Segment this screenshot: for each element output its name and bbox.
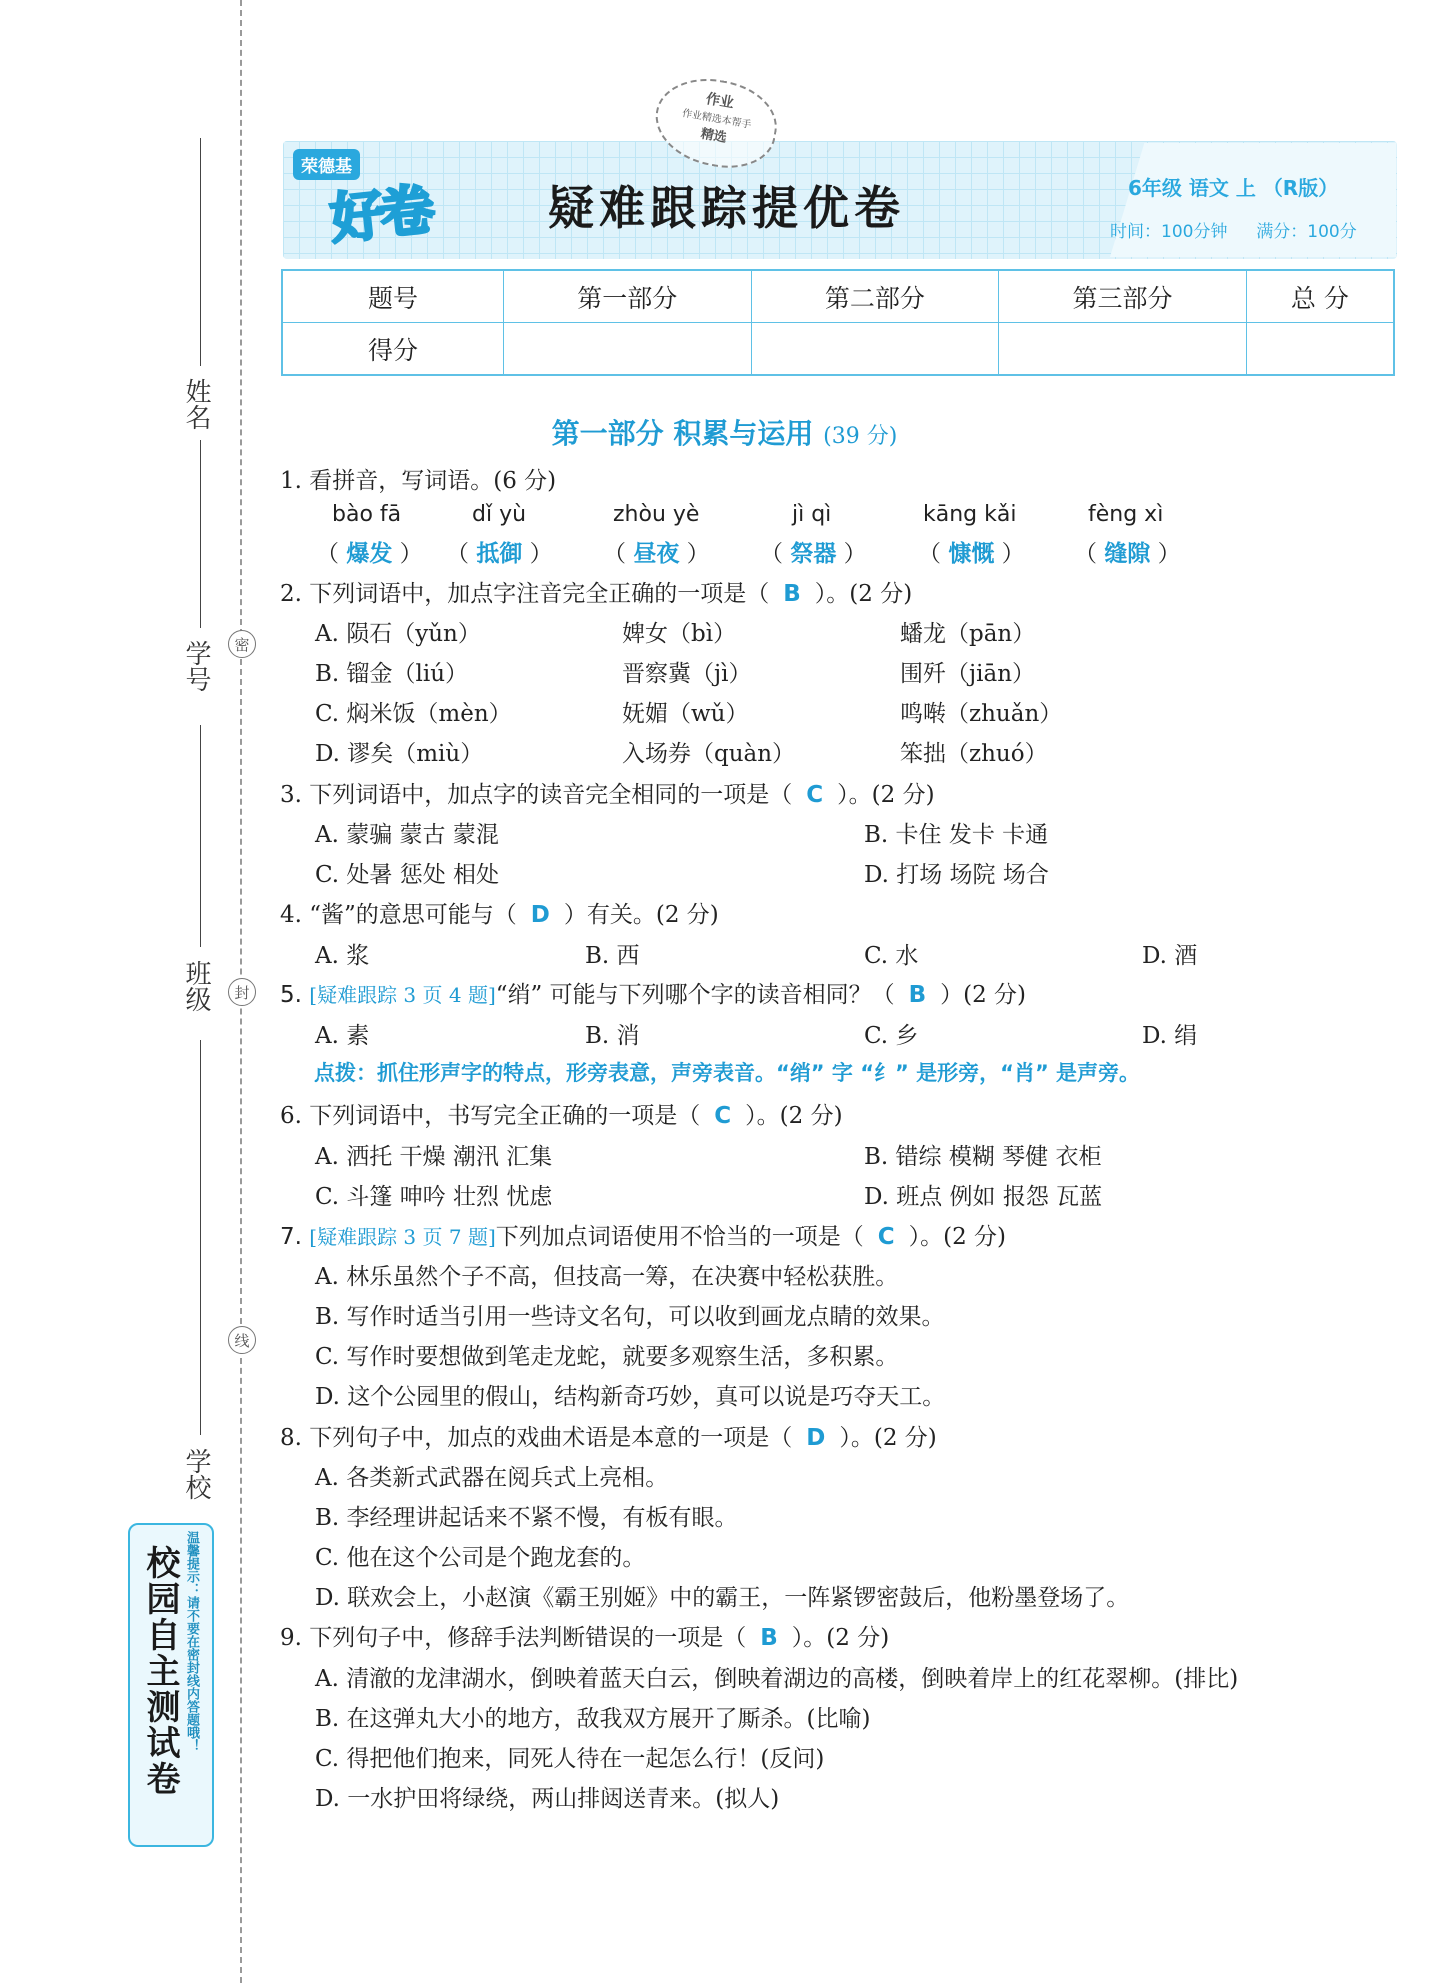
side-banner-tip: 温馨提示：请不要在密封线内答题哦！	[184, 1531, 199, 1752]
score-table	[281, 269, 1395, 376]
q2-option-d-3: 笨拙（zhuó）	[900, 741, 1048, 767]
score-col-total: 总 分	[1246, 270, 1394, 323]
q6-option-d: D. 班点 例如 报怨 瓦蓝	[864, 1184, 1103, 1210]
q6-answer: C	[714, 1103, 732, 1129]
q2-option-a-3: 蟠龙（pān）	[900, 621, 1036, 647]
stamp-mid: 作业精选本帮手	[681, 108, 753, 132]
q4-option-a: A. 浆	[315, 943, 370, 969]
name-fill-line[interactable]	[200, 138, 201, 366]
score-cell-part3[interactable]	[999, 323, 1247, 376]
brand-logo: 好卷	[327, 177, 434, 252]
score-col-part3: 第三部分	[999, 270, 1247, 323]
q5-track-tag: [疑难跟踪 3 页 4 题]	[309, 983, 496, 1007]
q6-option-a: A. 洒托 干燥 潮汛 汇集	[315, 1144, 553, 1170]
q1-answer-2: 抵御	[476, 541, 523, 567]
q4-stem: 4. “酱”的意思可能与（ D ）有关。(2 分)	[280, 902, 719, 928]
q4-option-d: D. 酒	[1142, 943, 1198, 969]
q1-answer-3: 昼夜	[633, 541, 680, 567]
q1-pinyin-1: bào fā	[332, 502, 402, 527]
q9-answer: B	[760, 1625, 778, 1651]
q1-pinyin-3: zhòu yè	[613, 502, 700, 527]
q1-pinyin-4: jì qì	[792, 502, 832, 527]
seal-xian: 线	[228, 1326, 256, 1354]
full-score: 满分：100分	[1256, 222, 1357, 242]
q5-option-c: C. 乡	[864, 1023, 919, 1049]
q9-option-d: D. 一水护田将绿绕，两山排闼送青来。(拟人)	[315, 1786, 780, 1812]
q9-option-c: C. 得把他们抱来，同死人待在一起怎么行！(反问)	[315, 1746, 825, 1772]
score-table-header-row	[282, 270, 1394, 323]
q4-option-c: C. 水	[864, 943, 919, 969]
q6-option-c: C. 斗篷 呻吟 壮烈 忧虑	[315, 1184, 553, 1210]
grade-info: 6年级 语文 上 （R版）	[1128, 176, 1339, 200]
q7-stem: 7. [疑难跟踪 3 页 7 题]下列加点词语使用不恰当的一项是（ C ）。(2 分)	[280, 1224, 1007, 1250]
q4-answer: D	[530, 902, 550, 928]
section-points: (39 分)	[823, 424, 898, 449]
q9-option-b: B. 在这弹丸大小的地方，敌我双方展开了厮杀。(比喻)	[315, 1706, 871, 1732]
q1-pinyin-2: dǐ yù	[472, 502, 527, 527]
q2-option-a-1: A. 陨石（yǔn）	[315, 621, 481, 647]
student-id-fill-line[interactable]	[200, 440, 201, 628]
q6-option-b: B. 错综 模糊 琴健 衣柜	[864, 1144, 1102, 1170]
name-label: 姓名	[181, 378, 211, 430]
q8-option-c: C. 他在这个公司是个跑龙套的。	[315, 1545, 646, 1571]
q2-option-b-2: 晋察冀（jì）	[622, 661, 752, 687]
q1-answer-5: 慷慨	[948, 541, 995, 567]
q2-option-a-2: 婢女（bì）	[622, 621, 737, 647]
q3-stem: 3. 下列词语中，加点字的读音完全相同的一项是（ C ）。(2 分)	[280, 782, 935, 808]
score-cell-part2[interactable]	[751, 323, 999, 376]
q8-answer: D	[806, 1425, 826, 1451]
time-limit: 时间：100分钟	[1110, 222, 1228, 242]
q2-answer: B	[783, 581, 801, 607]
q1-answer-1: 爆发	[346, 541, 393, 567]
school-fill-line[interactable]	[200, 1040, 201, 1435]
q3-answer: C	[806, 782, 824, 808]
q2-option-c-1: C. 焖米饭（mèn）	[315, 701, 512, 727]
q7-option-a: A. 林乐虽然个子不高，但技高一筹，在决赛中轻松获胜。	[315, 1264, 899, 1290]
q5-option-d: D. 绢	[1142, 1023, 1198, 1049]
score-col-label: 题号	[282, 270, 504, 323]
q1-pinyin-6: fèng xì	[1088, 502, 1164, 527]
score-cell-total[interactable]	[1246, 323, 1394, 376]
q5-option-a: A. 素	[315, 1023, 370, 1049]
q7-answer: C	[877, 1224, 895, 1250]
score-cell-part1[interactable]	[504, 323, 752, 376]
side-banner	[128, 1523, 214, 1847]
q7-option-d: D. 这个公园里的假山，结构新奇巧妙，真可以说是巧夺天工。	[315, 1384, 946, 1410]
q2-option-d-1: D. 谬矣（miù）	[315, 741, 484, 767]
page-title: 疑难跟踪提优卷	[548, 181, 905, 235]
seal-mi: 密	[228, 630, 256, 658]
q3-option-c: C. 处暑 惩处 相处	[315, 862, 500, 888]
q2-option-c-2: 妩媚（wǔ）	[622, 701, 749, 727]
q5-stem: 5. [疑难跟踪 3 页 4 题]“绡” 可能与下列哪个字的读音相同？（ B ）(2 分)	[280, 982, 1026, 1008]
q7-option-c: C. 写作时要想做到笔走龙蛇，就要多观察生活，多积累。	[315, 1344, 899, 1370]
section-title-text: 第一部分 积累与运用	[551, 417, 814, 450]
q1-answer-6: 缝隙	[1104, 541, 1151, 567]
q2-stem: 2. 下列词语中，加点字注音完全正确的一项是（ B ）。(2 分)	[280, 581, 913, 607]
class-label: 班级	[181, 960, 211, 1012]
score-row-label: 得分	[282, 323, 504, 376]
brand-badge: 荣德基	[293, 149, 360, 180]
q1-pinyin-5: kāng kǎi	[923, 502, 1017, 527]
q3-option-a: A. 蒙骗 蒙古 蒙混	[315, 822, 499, 848]
school-label: 学校	[181, 1448, 211, 1500]
q9-option-a: A. 清澈的龙津湖水，倒映着蓝天白云，倒映着湖边的高楼，倒映着岸上的红花翠柳。(排比)	[315, 1666, 1239, 1692]
q1-stem: 1. 看拼音，写词语。(6 分)	[280, 468, 557, 494]
seal-feng: 封	[228, 978, 256, 1006]
q3-option-d: D. 打场 场院 场合	[864, 862, 1049, 888]
q8-stem: 8. 下列句子中，加点的戏曲术语是本意的一项是（ D ）。(2 分)	[280, 1425, 937, 1451]
score-col-part1: 第一部分	[504, 270, 752, 323]
q6-stem: 6. 下列词语中，书写完全正确的一项是（ C ）。(2 分)	[280, 1103, 843, 1129]
q8-option-a: A. 各类新式武器在阅兵式上亮相。	[315, 1465, 669, 1491]
q8-option-d: D. 联欢会上，小赵演《霸王别姬》中的霸王，一阵紧锣密鼓后，他粉墨登场了。	[315, 1585, 1130, 1611]
q3-option-b: B. 卡住 发卡 卡通	[864, 822, 1049, 848]
class-fill-line[interactable]	[200, 725, 201, 947]
score-col-part2: 第二部分	[751, 270, 999, 323]
q7-track-tag: [疑难跟踪 3 页 7 题]	[309, 1225, 496, 1249]
exam-meta	[1110, 217, 1357, 242]
q4-option-b: B. 西	[585, 943, 640, 969]
q5-answer: B	[908, 982, 927, 1008]
q9-stem: 9. 下列句子中，修辞手法判断错误的一项是（ B ）。(2 分)	[280, 1625, 890, 1651]
q2-option-b-3: 围歼（jiān）	[900, 661, 1036, 687]
q2-option-d-2: 入场券（quàn）	[622, 741, 796, 767]
side-banner-title: 校园自主测试卷	[140, 1545, 180, 1797]
q2-option-b-1: B. 镏金（liú）	[315, 661, 469, 687]
q5-option-b: B. 消	[585, 1023, 640, 1049]
q8-option-b: B. 李经理讲起话来不紧不慢，有板有眼。	[315, 1505, 738, 1531]
score-table-score-row	[282, 323, 1394, 376]
q2-option-c-3: 鸣啭（zhuǎn）	[900, 701, 1063, 727]
q1-answer-4: 祭器	[790, 541, 837, 567]
q5-tip: 点拨：抓住形声字的特点，形旁表意，声旁表音。“绡” 字 “纟” 是形旁，“肖” 是声旁。	[314, 1061, 1141, 1085]
section-title	[0, 412, 1449, 452]
student-id-label: 学号	[181, 640, 211, 692]
stamp-top: 作业	[704, 91, 735, 112]
stamp-bottom: 精选	[699, 126, 728, 146]
q7-option-b: B. 写作时适当引用一些诗文名句，可以收到画龙点睛的效果。	[315, 1304, 945, 1330]
